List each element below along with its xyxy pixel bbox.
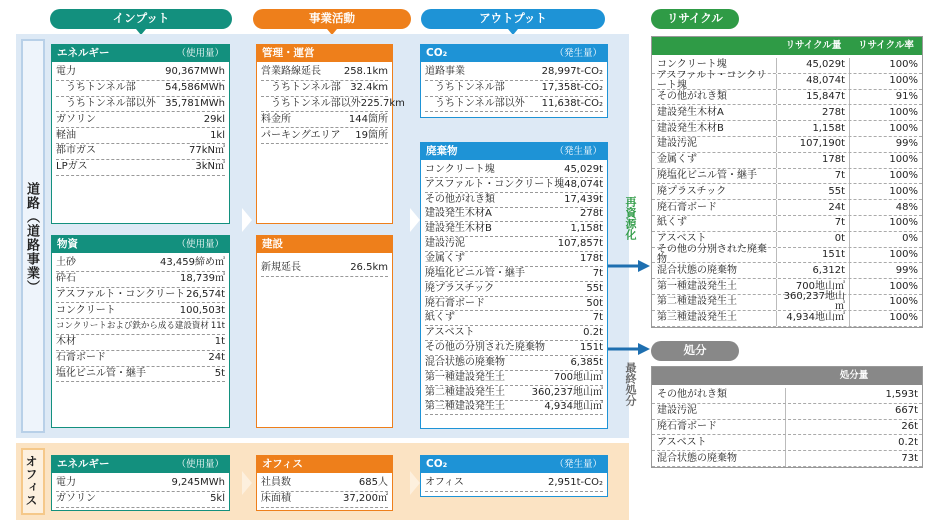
input-header: インプット (50, 9, 232, 29)
flow-chevron (410, 471, 420, 495)
recycle-header: リサイクル (651, 9, 739, 29)
list-item (425, 386, 603, 401)
office-section-label: オフィス (24, 455, 38, 507)
list-item (56, 335, 225, 351)
item-label: 道路事業 (425, 66, 465, 78)
panel-header (257, 45, 392, 62)
item-label: 土砂 (56, 257, 76, 269)
item-value: 107,857t (557, 238, 603, 250)
list-item (425, 222, 603, 237)
item-label: 社員数 (261, 477, 291, 489)
list-item (425, 311, 603, 326)
panel-unit: （発生量） (554, 458, 602, 470)
item-value: 5kl (210, 493, 225, 505)
item-value: 6,385t (570, 356, 603, 368)
item-label: その他の分別された廃棄物 (425, 342, 545, 354)
item-label: その他がれき類 (425, 193, 495, 205)
table-row (652, 263, 922, 279)
list-item (425, 326, 603, 341)
recycle-item-rate: 99% (895, 138, 918, 150)
list-item (425, 193, 603, 208)
item-label: 廃プラスチック (425, 282, 495, 294)
office-co2-rows (421, 473, 607, 492)
item-label: うちトンネル部以外 (435, 97, 525, 109)
construction-panel (256, 235, 393, 428)
table-row (652, 105, 922, 121)
recycle-item-rate: 100% (889, 185, 918, 197)
item-label: 床面積 (261, 493, 291, 505)
item-label: 金属くず (425, 252, 465, 264)
recycle-item-label: 混合状態の廃棄物 (652, 263, 777, 278)
item-label: 第三種建設発生土 (425, 401, 505, 413)
list-item (56, 112, 225, 128)
item-label: 砕石 (56, 273, 76, 285)
list-item (261, 112, 388, 128)
panel-unit: （発生量） (554, 145, 602, 157)
recycle-item-label: その他がれき類 (652, 90, 777, 105)
item-label: 石膏ボード (56, 352, 106, 364)
item-label: 廃石膏ボード (425, 297, 485, 309)
recycle-item-amount: 0t (777, 232, 850, 247)
output-header: アウトプット (421, 9, 605, 29)
item-value: 48,074t (564, 178, 604, 190)
recycle-item-rate: 100% (889, 280, 918, 292)
table-row (652, 90, 922, 106)
item-label: ガソリン (56, 113, 96, 125)
recycle-item-amount: 700地山㎥ (777, 279, 850, 294)
disposal-arrow-label: 最終処分 (624, 362, 637, 406)
list-item (425, 401, 603, 416)
item-value: 258.1km (343, 66, 388, 78)
item-value: 278t (579, 208, 603, 220)
item-value: 11t (210, 321, 225, 332)
table-row (652, 243, 922, 265)
item-value: 24t (208, 352, 225, 364)
item-label: アスファルト・コンクリート塊 (425, 178, 565, 190)
item-value: 360,237地山㎥ (531, 386, 603, 398)
item-value: 11,638t-CO₂ (541, 97, 603, 109)
road-energy-panel (51, 44, 230, 224)
recycle-item-amount: 360,237地山㎥ (777, 295, 850, 310)
panel-title: 物資 (57, 238, 78, 251)
item-value: 18,739㎥ (180, 273, 225, 285)
disposal-col-amount: 処分量 (839, 370, 869, 382)
item-value: 1t (214, 336, 225, 348)
recycle-item-amount: 6,312t (777, 263, 850, 278)
recycle-item-amount: 15,847t (777, 90, 850, 105)
item-label: 第一種建設発生土 (425, 371, 505, 383)
list-item (425, 252, 603, 267)
recycle-item-amount: 178t (777, 153, 850, 168)
list-item (425, 208, 603, 223)
panel-title: 建設 (262, 238, 283, 251)
panel-header (52, 236, 229, 253)
item-label: うちトンネル部 (66, 82, 136, 94)
panel-header (421, 456, 607, 473)
item-value: 225.7km (360, 97, 405, 109)
list-item (261, 492, 388, 508)
list-item (425, 163, 603, 178)
item-value: 45,029t (564, 163, 603, 175)
list-item (425, 297, 603, 312)
road-co2-rows (421, 62, 607, 112)
item-label: 軽油 (56, 129, 76, 141)
table-row (652, 451, 922, 467)
table-row (652, 435, 922, 451)
table-row (652, 291, 922, 313)
business-header: 事業活動 (253, 9, 411, 29)
recycle-item-amount: 1,158t (777, 121, 850, 136)
recycle-item-label: 建設汚泥 (652, 137, 777, 152)
list-item (56, 160, 225, 176)
recycle-item-label: 建設発生木材A (652, 105, 777, 120)
item-label: 電力 (56, 477, 76, 489)
construction-rows (257, 253, 392, 277)
item-label: ガソリン (56, 493, 96, 505)
table-row (652, 121, 922, 137)
recycle-arrowhead (638, 260, 650, 272)
recycle-item-label: 廃石膏ボード (652, 200, 777, 215)
disposal-item-amount: 26t (901, 420, 918, 432)
item-value: 685人 (358, 477, 388, 489)
recycle-item-label: 紙くず (652, 216, 777, 231)
table-row (652, 169, 922, 185)
recycle-item-amount: 55t (777, 184, 850, 199)
disposal-item-label: 廃石膏ボード (652, 420, 786, 435)
recycle-item-rate: 91% (895, 90, 918, 102)
recycle-item-label: 第一種建設発生土 (652, 279, 777, 294)
item-label: コンクリート塊 (425, 163, 495, 175)
item-value: 32.4km (350, 82, 388, 94)
list-item (56, 492, 225, 508)
list-item (425, 81, 603, 97)
item-label: うちトンネル部 (435, 82, 505, 94)
panel-title: エネルギー (57, 47, 110, 60)
panel-title: 廃棄物 (426, 145, 458, 158)
disposal-table-header (652, 367, 922, 385)
list-item (425, 356, 603, 371)
item-value: 19箇所 (355, 129, 388, 141)
item-value: 0.2t (583, 327, 603, 339)
recycle-table-header (652, 37, 922, 55)
list-item (56, 272, 225, 288)
list-item (425, 371, 603, 386)
item-value: 2,951t-CO₂ (547, 477, 603, 489)
recycle-item-label: 金属くず (652, 153, 777, 168)
disposal-header: 処分 (651, 341, 739, 361)
road-materials-panel (51, 235, 230, 428)
recycle-item-rate: 100% (889, 75, 918, 87)
table-row (652, 70, 922, 92)
item-value: 54,586MWh (165, 82, 225, 94)
recycle-item-label: 第三種建設発生土 (652, 311, 777, 326)
item-label: LPガス (56, 161, 88, 173)
recycle-item-label: 廃塩化ビニル管・継手 (652, 169, 777, 184)
list-item (261, 261, 388, 277)
item-label: 廃塩化ビニル管・継手 (425, 267, 525, 279)
item-label: 建設発生木材A (425, 208, 492, 220)
item-label: 木材 (56, 336, 76, 348)
recycle-item-amount: 4,934地山㎥ (777, 311, 850, 326)
recycle-item-amount: 107,190t (777, 137, 850, 152)
panel-header (421, 143, 607, 160)
flow-chevron (242, 471, 252, 495)
list-item (56, 81, 225, 97)
list-item (425, 476, 603, 492)
item-value: 77kN㎥ (189, 145, 225, 157)
item-value: 1kl (210, 129, 225, 141)
item-value: 35,781MWh (165, 97, 225, 109)
disposal-item-label: アスベスト (652, 435, 786, 450)
list-item (56, 288, 225, 304)
table-row (652, 311, 922, 327)
recycle-arrow-label: 再資源化 (624, 196, 637, 240)
item-label: アスベスト (425, 327, 475, 339)
recycle-item-rate: 100% (889, 169, 918, 181)
recycle-item-amount: 7t (777, 216, 850, 231)
item-value: 50t (586, 297, 603, 309)
item-value: 29kl (203, 113, 225, 125)
table-row (652, 404, 922, 420)
disposal-item-amount: 667t (894, 405, 918, 417)
item-value: 178t (579, 252, 603, 264)
recycle-item-amount: 24t (777, 200, 850, 215)
list-item (56, 367, 225, 383)
list-item (56, 144, 225, 160)
item-label: 新規延長 (261, 262, 301, 274)
item-label: アスファルト・コンクリート (56, 288, 186, 300)
item-label: 建設発生木材B (425, 223, 492, 235)
panel-title: エネルギー (57, 458, 110, 471)
management-rows (257, 62, 405, 144)
recycle-item-rate: 0% (902, 233, 918, 245)
table-row (652, 200, 922, 216)
list-item (261, 65, 388, 81)
road-energy-rows (52, 62, 229, 176)
panel-header (52, 456, 229, 473)
item-label: 混合状態の廃棄物 (425, 356, 505, 368)
item-value: 28,997t-CO₂ (541, 66, 603, 78)
disposal-item-amount: 73t (901, 452, 918, 464)
list-item (261, 128, 388, 144)
table-row (652, 184, 922, 200)
item-value: 4,934地山㎥ (544, 401, 603, 413)
list-item (425, 341, 603, 356)
recycle-item-amount: 45,029t (777, 58, 850, 73)
panel-header (257, 456, 392, 473)
item-value: 17,358t-CO₂ (541, 82, 603, 94)
item-label: うちトンネル部以外 (271, 97, 361, 109)
road-materials-rows (52, 253, 229, 382)
panel-header (52, 45, 229, 62)
item-value: 151t (579, 342, 603, 354)
recycle-item-rate: 100% (889, 106, 918, 118)
item-label: オフィス (425, 477, 464, 489)
recycle-item-rate: 100% (889, 312, 918, 324)
recycle-item-label: 第二種建設発生土 (652, 295, 777, 310)
recycle-item-rate: 100% (889, 248, 918, 260)
recycle-item-amount: 151t (777, 248, 850, 263)
item-value: 55t (586, 282, 603, 294)
item-label: うちトンネル部以外 (66, 97, 156, 109)
item-value: 26,574t (186, 288, 225, 300)
road-waste-panel (420, 142, 608, 429)
recycle-item-rate: 48% (895, 201, 918, 213)
recycle-table (651, 36, 923, 328)
recycle-item-rate: 100% (889, 296, 918, 308)
recycle-item-label: アスベスト (652, 232, 777, 247)
recycle-item-label: 廃プラスチック (652, 184, 777, 199)
item-value: 3kN㎥ (195, 161, 225, 173)
recycle-item-rate: 100% (889, 122, 918, 134)
panel-unit: （発生量） (554, 47, 602, 59)
recycle-item-label: 建設発生木材B (652, 121, 777, 136)
panel-title: 管理・運営 (262, 47, 315, 60)
recycle-rows (652, 55, 922, 327)
list-item (56, 303, 225, 319)
office-co2-panel (420, 455, 608, 497)
panel-header (257, 236, 392, 253)
list-item (425, 178, 603, 193)
flow-chevron (410, 208, 420, 232)
recycle-item-amount: 48,074t (777, 74, 850, 89)
table-row (652, 216, 922, 232)
panel-title: CO₂ (426, 47, 448, 60)
road-waste-rows (421, 160, 607, 415)
item-label: 料金所 (261, 113, 291, 125)
list-item (56, 319, 225, 335)
disposal-item-amount: 0.2t (898, 436, 918, 448)
list-item (261, 97, 405, 113)
list-item (56, 128, 225, 144)
road-co2-panel (420, 44, 608, 118)
list-item (425, 282, 603, 297)
recycle-item-rate: 100% (889, 59, 918, 71)
recycle-item-label: コンクリート塊 (652, 58, 777, 73)
recycle-item-rate: 100% (889, 154, 918, 166)
panel-title: オフィス (262, 458, 303, 471)
table-row (652, 388, 922, 404)
management-panel (256, 44, 405, 224)
list-item (56, 65, 225, 81)
recycle-item-rate: 100% (889, 217, 918, 229)
item-value: 43,459締め㎥ (160, 257, 225, 269)
recycle-item-amount: 278t (777, 105, 850, 120)
recycle-item-label: その他の分別された廃棄物 (652, 248, 777, 263)
item-label: 電力 (56, 66, 76, 78)
panel-unit: （使用量） (176, 47, 224, 59)
item-value: 26.5km (350, 262, 388, 274)
list-item (261, 476, 388, 492)
disposal-table (651, 366, 923, 468)
item-value: 100,503t (179, 304, 225, 316)
road-section-label: 道路（道路事業） (24, 182, 39, 294)
flow-chevron (242, 208, 252, 232)
recycle-col-amount: リサイクル量 (785, 40, 842, 52)
disposal-arrowhead (638, 343, 650, 355)
panel-title: CO₂ (426, 458, 448, 471)
list-item (56, 97, 225, 113)
item-label: 営業路線延長 (261, 66, 321, 78)
item-label: 第二種建設発生土 (425, 386, 505, 398)
item-label: 建設汚泥 (425, 238, 465, 250)
disposal-item-label: その他がれき類 (652, 388, 786, 403)
item-value: 90,367MWh (165, 66, 225, 78)
item-value: 700地山㎥ (553, 371, 603, 383)
item-label: 塩化ビニル管・継手 (56, 367, 146, 379)
item-label: 紙くず (425, 312, 455, 324)
item-label: パーキングエリア (261, 129, 341, 141)
table-row (652, 420, 922, 436)
list-item (261, 81, 388, 97)
recycle-item-amount: 7t (777, 169, 850, 184)
list-item (425, 237, 603, 252)
panel-unit: （使用量） (176, 238, 224, 250)
item-value: 37,200㎡ (343, 493, 388, 505)
item-value: 5t (214, 367, 225, 379)
office-activity-rows (257, 473, 392, 508)
item-value: 7t (592, 267, 603, 279)
panel-header (421, 45, 607, 62)
disposal-item-label: 混合状態の廃棄物 (652, 451, 786, 466)
list-item (56, 256, 225, 272)
item-label: 都市ガス (56, 145, 96, 157)
item-value: 7t (592, 312, 603, 324)
item-label: コンクリートおよび鉄から成る建設資材 (56, 321, 209, 332)
item-label: うちトンネル部 (271, 82, 341, 94)
disposal-item-amount: 1,593t (885, 389, 918, 401)
list-item (56, 476, 225, 492)
office-energy-rows (52, 473, 229, 508)
table-row (652, 137, 922, 153)
list-item (425, 267, 603, 282)
disposal-item-label: 建設汚泥 (652, 404, 786, 419)
list-item (425, 97, 603, 113)
office-activity-panel (256, 455, 393, 511)
panel-unit: （使用量） (176, 458, 224, 470)
item-value: 144箇所 (348, 113, 388, 125)
list-item (425, 65, 603, 81)
recycle-col-rate: リサイクル率 (858, 40, 914, 52)
office-energy-panel (51, 455, 230, 511)
disposal-rows (652, 385, 922, 467)
list-item (56, 351, 225, 367)
item-value: 17,439t (564, 193, 603, 205)
recycle-item-label: アスファルト・コンクリート塊 (652, 74, 777, 89)
item-value: 9,245MWh (171, 477, 225, 489)
recycle-item-rate: 99% (895, 264, 918, 276)
item-label: コンクリート (56, 304, 116, 316)
table-row (652, 153, 922, 169)
item-value: 1,158t (570, 223, 603, 235)
